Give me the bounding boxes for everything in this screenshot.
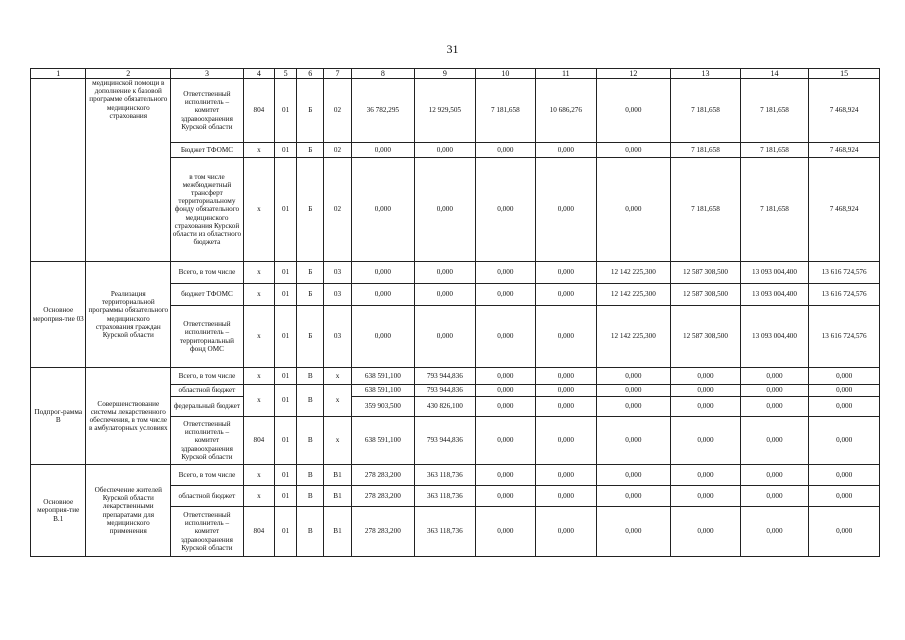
amount-cell: 7 181,658 [475, 79, 535, 143]
code-cell: 02 [324, 143, 351, 158]
funding-source-cell: областной бюджет [171, 385, 244, 397]
funding-source-cell: Всего, в том числе [171, 368, 244, 385]
amount-cell: 0,000 [475, 143, 535, 158]
amount-cell: 793 944,836 [415, 385, 475, 397]
code-cell: 01 [274, 284, 296, 306]
amount-cell: 0,000 [809, 507, 880, 557]
column-number: 9 [415, 69, 475, 79]
amount-cell: 0,000 [536, 397, 596, 417]
amount-cell: 0,000 [671, 397, 741, 417]
funding-source-cell: Всего, в том числе [171, 262, 244, 284]
amount-cell: 7 181,658 [740, 79, 809, 143]
amount-cell: 10 686,276 [536, 79, 596, 143]
funding-source-cell: Бюджет ТФОМС [171, 143, 244, 158]
amount-cell: 0,000 [475, 486, 535, 507]
amount-cell: 638 591,100 [351, 385, 415, 397]
table-row [31, 79, 880, 143]
amount-cell: 0,000 [475, 158, 535, 262]
funding-source-cell: в том числе межбюджетный трансферт территориальному фонду обязательного медицинского страхования Курской области из областного бюджета [171, 158, 244, 262]
column-number: 12 [596, 69, 671, 79]
funding-source-cell: Ответственный исполнитель – комитет здравоохранения Курской области [171, 79, 244, 143]
amount-cell: 0,000 [809, 397, 880, 417]
program-name-cell: медицинской помощи в дополнение к базовой программе обязательного медицинского страхования [86, 79, 171, 262]
amount-cell: 7 181,658 [671, 79, 741, 143]
program-name-cell: Обеспечение жителей Курской области лекарственными препаратами для медицинского применения [86, 465, 171, 557]
column-number: 11 [536, 69, 596, 79]
funding-source-cell: Ответственный исполнитель – территориальный фонд ОМС [171, 306, 244, 368]
amount-cell: 0,000 [596, 397, 671, 417]
amount-cell: 0,000 [475, 417, 535, 465]
amount-cell: 0,000 [596, 507, 671, 557]
code-cell: х [243, 306, 274, 368]
code-cell: В [297, 368, 324, 385]
amount-cell: 0,000 [809, 486, 880, 507]
amount-cell: 12 929,505 [415, 79, 475, 143]
table-row [31, 368, 880, 385]
amount-cell: 0,000 [415, 306, 475, 368]
funding-source-cell: Ответственный исполнитель – комитет здравоохранения Курской области [171, 507, 244, 557]
funding-source-cell: федеральный бюджет [171, 397, 244, 417]
amount-cell: 7 181,658 [740, 158, 809, 262]
code-cell: 03 [324, 306, 351, 368]
code-cell: х [243, 158, 274, 262]
amount-cell: 13 616 724,576 [809, 284, 880, 306]
code-cell: 03 [324, 284, 351, 306]
column-number: 15 [809, 69, 880, 79]
table-row [31, 465, 880, 486]
amount-cell: 0,000 [475, 284, 535, 306]
code-cell: В1 [324, 507, 351, 557]
code-cell: В [297, 507, 324, 557]
amount-cell: 0,000 [475, 465, 535, 486]
amount-cell: 0,000 [536, 486, 596, 507]
amount-cell: 363 118,736 [415, 465, 475, 486]
amount-cell: 7 468,924 [809, 143, 880, 158]
amount-cell: 278 283,200 [351, 486, 415, 507]
code-cell: х [243, 465, 274, 486]
code-cell: 804 [243, 417, 274, 465]
funding-source-cell: областной бюджет [171, 486, 244, 507]
amount-cell: 7 468,924 [809, 158, 880, 262]
amount-cell: 278 283,200 [351, 507, 415, 557]
amount-cell: 0,000 [740, 385, 809, 397]
amount-cell: 0,000 [415, 143, 475, 158]
code-cell: Б [297, 143, 324, 158]
amount-cell: 0,000 [536, 465, 596, 486]
amount-cell: 7 181,658 [740, 143, 809, 158]
code-cell: х [324, 368, 351, 385]
amount-cell: 0,000 [596, 79, 671, 143]
code-cell: 01 [274, 507, 296, 557]
column-number: 2 [86, 69, 171, 79]
code-cell: 804 [243, 507, 274, 557]
amount-cell: 12 587 308,500 [671, 284, 741, 306]
code-cell: 03 [324, 262, 351, 284]
amount-cell: 0,000 [671, 486, 741, 507]
amount-cell: 12 142 225,300 [596, 284, 671, 306]
amount-cell: 13 093 004,400 [740, 284, 809, 306]
amount-cell: 0,000 [596, 158, 671, 262]
code-cell: 01 [274, 143, 296, 158]
amount-cell: 0,000 [809, 368, 880, 385]
column-number: 7 [324, 69, 351, 79]
code-cell: х [243, 368, 274, 385]
amount-cell: 0,000 [596, 465, 671, 486]
code-cell: 01 [274, 385, 296, 417]
column-number: 6 [297, 69, 324, 79]
amount-cell: 0,000 [415, 284, 475, 306]
amount-cell: 0,000 [740, 368, 809, 385]
column-number: 1 [31, 69, 86, 79]
code-cell: 02 [324, 158, 351, 262]
code-cell: 02 [324, 79, 351, 143]
amount-cell: 0,000 [475, 397, 535, 417]
amount-cell: 13 616 724,576 [809, 262, 880, 284]
code-cell: х [243, 385, 274, 417]
amount-cell: 7 468,924 [809, 79, 880, 143]
amount-cell: 0,000 [536, 507, 596, 557]
amount-cell: 793 944,836 [415, 417, 475, 465]
amount-cell: 0,000 [809, 385, 880, 397]
code-cell: В1 [324, 486, 351, 507]
code-cell: х [243, 284, 274, 306]
amount-cell: 363 118,736 [415, 486, 475, 507]
amount-cell: 638 591,100 [351, 417, 415, 465]
amount-cell: 0,000 [596, 368, 671, 385]
code-cell: Б [297, 262, 324, 284]
amount-cell: 0,000 [475, 306, 535, 368]
amount-cell: 0,000 [536, 368, 596, 385]
amount-cell: 0,000 [596, 143, 671, 158]
code-cell: х [324, 417, 351, 465]
amount-cell: 0,000 [475, 262, 535, 284]
amount-cell: 0,000 [415, 262, 475, 284]
amount-cell: 12 142 225,300 [596, 306, 671, 368]
amount-cell: 0,000 [809, 465, 880, 486]
amount-cell: 36 782,295 [351, 79, 415, 143]
amount-cell: 0,000 [536, 284, 596, 306]
program-name-cell: Реализация территориальной программы обязательного медицинского страхования граждан Курской области [86, 262, 171, 368]
column-number: 10 [475, 69, 535, 79]
group-name-cell: Основное мероприя-тие 03 [31, 262, 86, 368]
amount-cell: 0,000 [351, 306, 415, 368]
code-cell: 01 [274, 417, 296, 465]
amount-cell: 0,000 [351, 143, 415, 158]
amount-cell: 0,000 [596, 385, 671, 397]
amount-cell: 12 587 308,500 [671, 262, 741, 284]
table-row [31, 262, 880, 284]
column-number: 8 [351, 69, 415, 79]
amount-cell: 13 093 004,400 [740, 262, 809, 284]
code-cell: 01 [274, 262, 296, 284]
program-name-cell: Совершенствование системы лекарственного обеспечения, в том числе в амбулаторных условиях [86, 368, 171, 465]
amount-cell: 0,000 [671, 417, 741, 465]
funding-source-cell: бюджет ТФОМС [171, 284, 244, 306]
amount-cell: 363 118,736 [415, 507, 475, 557]
amount-cell: 638 591,100 [351, 368, 415, 385]
amount-cell: 0,000 [351, 262, 415, 284]
column-number: 5 [274, 69, 296, 79]
code-cell: В1 [324, 465, 351, 486]
code-cell: Б [297, 284, 324, 306]
column-number: 3 [171, 69, 244, 79]
amount-cell: 12 142 225,300 [596, 262, 671, 284]
code-cell: х [243, 486, 274, 507]
funding-source-cell: Всего, в том числе [171, 465, 244, 486]
amount-cell: 793 944,836 [415, 368, 475, 385]
amount-cell: 0,000 [740, 486, 809, 507]
amount-cell: 0,000 [671, 465, 741, 486]
amount-cell: 0,000 [536, 158, 596, 262]
amount-cell: 0,000 [671, 507, 741, 557]
amount-cell: 359 903,500 [351, 397, 415, 417]
code-cell: 01 [274, 79, 296, 143]
funding-source-cell: Ответственный исполнитель – комитет здравоохранения Курской области [171, 417, 244, 465]
code-cell: В [297, 417, 324, 465]
amount-cell: 0,000 [740, 465, 809, 486]
amount-cell: 0,000 [536, 143, 596, 158]
amount-cell: 0,000 [740, 397, 809, 417]
amount-cell: 0,000 [475, 368, 535, 385]
code-cell: Б [297, 306, 324, 368]
code-cell: 804 [243, 79, 274, 143]
code-cell: х [243, 143, 274, 158]
column-number: 4 [243, 69, 274, 79]
amount-cell: 0,000 [596, 486, 671, 507]
amount-cell: 0,000 [596, 417, 671, 465]
code-cell: Б [297, 79, 324, 143]
amount-cell: 7 181,658 [671, 158, 741, 262]
code-cell: 01 [274, 465, 296, 486]
amount-cell: 0,000 [536, 262, 596, 284]
code-cell: х [324, 385, 351, 417]
column-number: 14 [740, 69, 809, 79]
amount-cell: 0,000 [671, 368, 741, 385]
amount-cell: 278 283,200 [351, 465, 415, 486]
amount-cell: 0,000 [536, 417, 596, 465]
amount-cell: 13 616 724,576 [809, 306, 880, 368]
amount-cell: 430 826,100 [415, 397, 475, 417]
code-cell: 01 [274, 306, 296, 368]
amount-cell: 0,000 [475, 385, 535, 397]
amount-cell: 0,000 [740, 507, 809, 557]
amount-cell: 0,000 [671, 385, 741, 397]
amount-cell: 0,000 [415, 158, 475, 262]
amount-cell: 0,000 [351, 158, 415, 262]
group-name-cell: Основное мероприя-тие В.1 [31, 465, 86, 557]
amount-cell: 0,000 [351, 284, 415, 306]
amount-cell: 0,000 [740, 417, 809, 465]
code-cell: В [297, 465, 324, 486]
amount-cell: 0,000 [536, 306, 596, 368]
code-cell: Б [297, 158, 324, 262]
code-cell: В [297, 486, 324, 507]
code-cell: 01 [274, 486, 296, 507]
code-cell: х [243, 262, 274, 284]
budget-table [30, 68, 880, 557]
amount-cell: 13 093 004,400 [740, 306, 809, 368]
code-cell: 01 [274, 368, 296, 385]
amount-cell: 12 587 308,500 [671, 306, 741, 368]
amount-cell: 7 181,658 [671, 143, 741, 158]
code-cell: В [297, 385, 324, 417]
code-cell: 01 [274, 158, 296, 262]
amount-cell: 0,000 [475, 507, 535, 557]
amount-cell: 0,000 [809, 417, 880, 465]
amount-cell: 0,000 [536, 385, 596, 397]
column-number-row [31, 69, 880, 79]
column-number: 13 [671, 69, 741, 79]
group-name-cell: Подпрог-рамма В [31, 368, 86, 465]
group-name-cell [31, 79, 86, 262]
page-number: 31 [446, 42, 459, 56]
